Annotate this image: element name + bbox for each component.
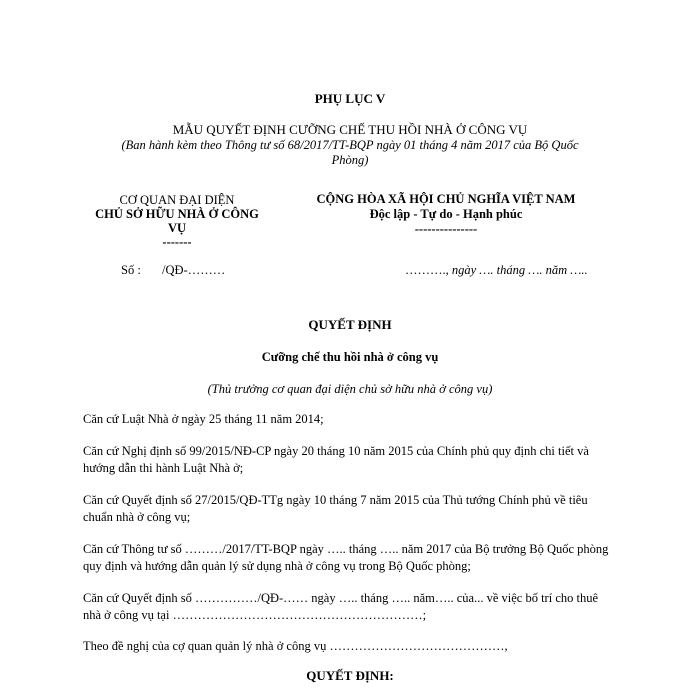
decision-title: QUYẾT ĐỊNH [308, 317, 392, 332]
basis-circular: Căn cứ Thông tư số ………/2017/TT-BQP ngày ….. tháng ….. năm 2017 của Bộ trưởng Bộ Quốc phòng quy định và hướng dẫn quản lý sử dụng nhà ở công vụ trong Bộ Quốc phòng; [83, 542, 609, 573]
basis-decision-ttg: Căn cứ Quyết định số 27/2015/QĐ-TTg ngày 10 tháng 7 năm 2015 của Thủ tướng Chính phủ về tiêu chuẩn nhà ở công vụ; [83, 493, 588, 524]
place-date-place: ………., [405, 263, 449, 277]
nation-line1: CỘNG HÒA XÃ HỘI CHỦ NGHĨA VIỆT NAM [316, 192, 576, 206]
authority-line: (Thủ trưởng cơ quan đại diện chủ sở hữu nhà ở công vụ) [207, 382, 493, 396]
agency-line1: CƠ QUAN ĐẠI DIỆN [119, 193, 235, 207]
agency-line3: VỤ [167, 221, 187, 235]
decides-heading: QUYẾT ĐỊNH: [306, 668, 394, 683]
form-title: MẪU QUYẾT ĐỊNH CƯỠNG CHẾ THU HỒI NHÀ Ở CÔNG VỤ [172, 122, 528, 137]
decision-subject: Cưỡng chế thu hồi nhà ở công vụ [261, 350, 439, 364]
appendix-title: PHỤ LỤC V [314, 91, 386, 106]
agency-rule: ------- [162, 235, 192, 249]
proposal-line: Theo đề nghị của cợ quan quản lý nhà ở công vụ ……………………………………, [83, 639, 508, 653]
place-date [405, 263, 588, 278]
number-label: Số : [121, 263, 141, 277]
form-note-line2: Phòng) [331, 153, 369, 167]
form-note-line1: (Ban hành kèm theo Thông tư số 68/2017/TT-BQP ngày 01 tháng 4 năm 2017 của Bộ Quốc [121, 138, 579, 152]
basis-lease-decision: Căn cứ Quyết định số ……………/QĐ-…… ngày ….. tháng ….. năm….. của... về việc bố trí cho thuê nhà ở công vụ tại ……………………………………………………; [83, 591, 599, 622]
place-date-rest: ngày …. tháng …. năm ….. [451, 263, 588, 277]
nation-header [296, 192, 596, 237]
agency-line2: CHỦ SỞ HỮU NHÀ Ở CÔNG [95, 207, 259, 221]
agency-header [82, 193, 272, 249]
basis-decree: Căn cứ Nghị định số 99/2015/NĐ-CP ngày 20 tháng 10 năm 2015 của Chính phủ quy định chi tiết và hướng dẫn thi hành Luật Nhà ở; [83, 444, 589, 475]
number-value: /QĐ-……… [162, 263, 226, 277]
basis-law: Căn cứ Luật Nhà ở ngày 25 tháng 11 năm 2014; [83, 412, 324, 426]
nation-line2: Độc lập - Tự do - Hạnh phúc [369, 207, 523, 221]
nation-rule: --------------- [414, 222, 478, 236]
